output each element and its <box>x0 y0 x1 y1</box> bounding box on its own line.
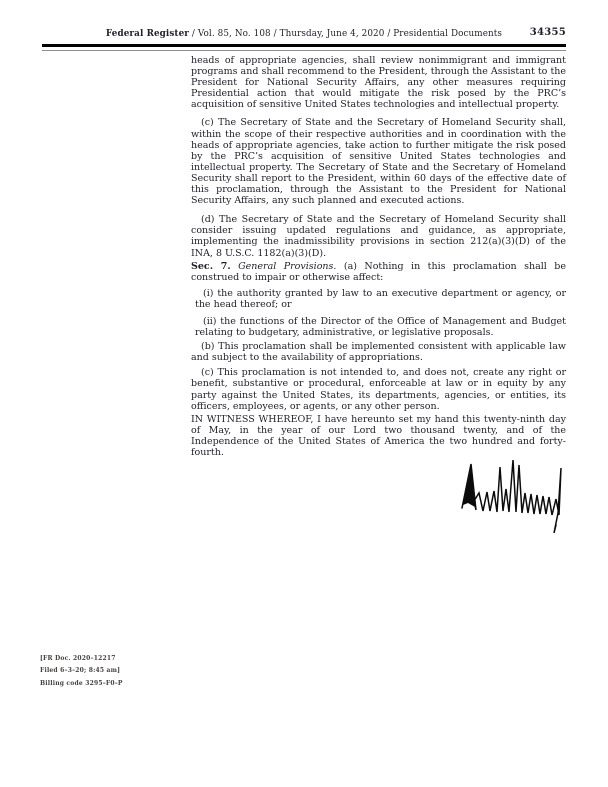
sec7-title: General Provisions. <box>230 260 337 272</box>
paragraph-b: (b) This proclamation shall be implemented consistent with applicable law and subject to the availability of appropriations. <box>191 341 566 364</box>
presidential-signature <box>455 455 575 535</box>
sec7-heading-paragraph <box>191 261 566 283</box>
page-number: 34355 <box>529 27 566 38</box>
header-rule-thick <box>42 44 566 47</box>
witness-clause: IN WITNESS WHEREOF, I have hereunto set my hand this twenty-ninth day of May, in the year of our Lord two thousand twenty, and of the Independence of the United States of America the two hundred and forty-fourth. <box>191 413 566 458</box>
paragraph-continuation: heads of appropriate agencies, shall review nonimmigrant and immigrant programs and shall recommend to the President, through the Assistant to the President for National Security Affairs, any other measures requiring Presidential action that would mitigate the risk posed by the PRC’s acquisition of sensitive United States technologies and intellectual property. <box>191 55 566 111</box>
paragraph-c: (c) The Secretary of State and the Secretary of Homeland Security shall, within the scope of their respective authorities and in coordination with the heads of appropriate agencies, take action to further mitigate the risk posed by the PRC’s acquisition of sensitive United States technologies and intellectual property. The Secretary of State and the Secretary of Homeland Security shall report to the President, within 60 days of the effective date of this proclamation, through the Assistant to the President for National Security Affairs, any such planned and executed actions. <box>191 117 566 207</box>
document-body <box>191 55 566 458</box>
clause-i: (i) the authority granted by law to an executive department or agency, or the head thereof; or <box>195 287 566 310</box>
page-header <box>42 27 566 41</box>
signature-donald-trump-image <box>455 455 575 535</box>
sec7-label: Sec. 7. <box>191 260 231 272</box>
filed-date-line: Filed 6–3–20; 8:45 am] <box>40 667 121 675</box>
fr-doc-line: [FR Doc. 2020–12217 <box>40 655 116 662</box>
filing-footer <box>40 653 123 690</box>
header-rule-thin <box>42 50 566 51</box>
header-title-line <box>42 27 566 41</box>
paragraph-d: (d) The Secretary of State and the Secretary of Homeland Security shall consider issuing updated regulations and guidance, as appropriate, implementing the inadmissibility provisions in section 212(a)(3)(D) of the INA, 8 U.S.C. 1182(a)(3)(D). <box>191 214 566 259</box>
clause-ii: (ii) the functions of the Director of the Office of Management and Budget relating to budgetary, administrative, or legislative proposals. <box>195 315 566 339</box>
sec7-rest: (a) Nothing in this proclamation shall be construed to impair or otherwise affect: <box>191 260 566 283</box>
paragraph-c-final: (c) This proclamation is not intended to, and does not, create any right or benefit, substantive or procedural, enforceable at law or in equity by any party against the United States, its departments, agencies, or entities, its officers, employees, or agents, or any other person. <box>191 367 566 412</box>
journal-name: Federal Register <box>105 29 190 39</box>
issue-info: / Vol. 85, No. 108 / Thursday, June 4, 2020 / Presidential Documents <box>189 29 503 39</box>
billing-code-line: Billing code 3295–F0–P <box>40 679 123 687</box>
